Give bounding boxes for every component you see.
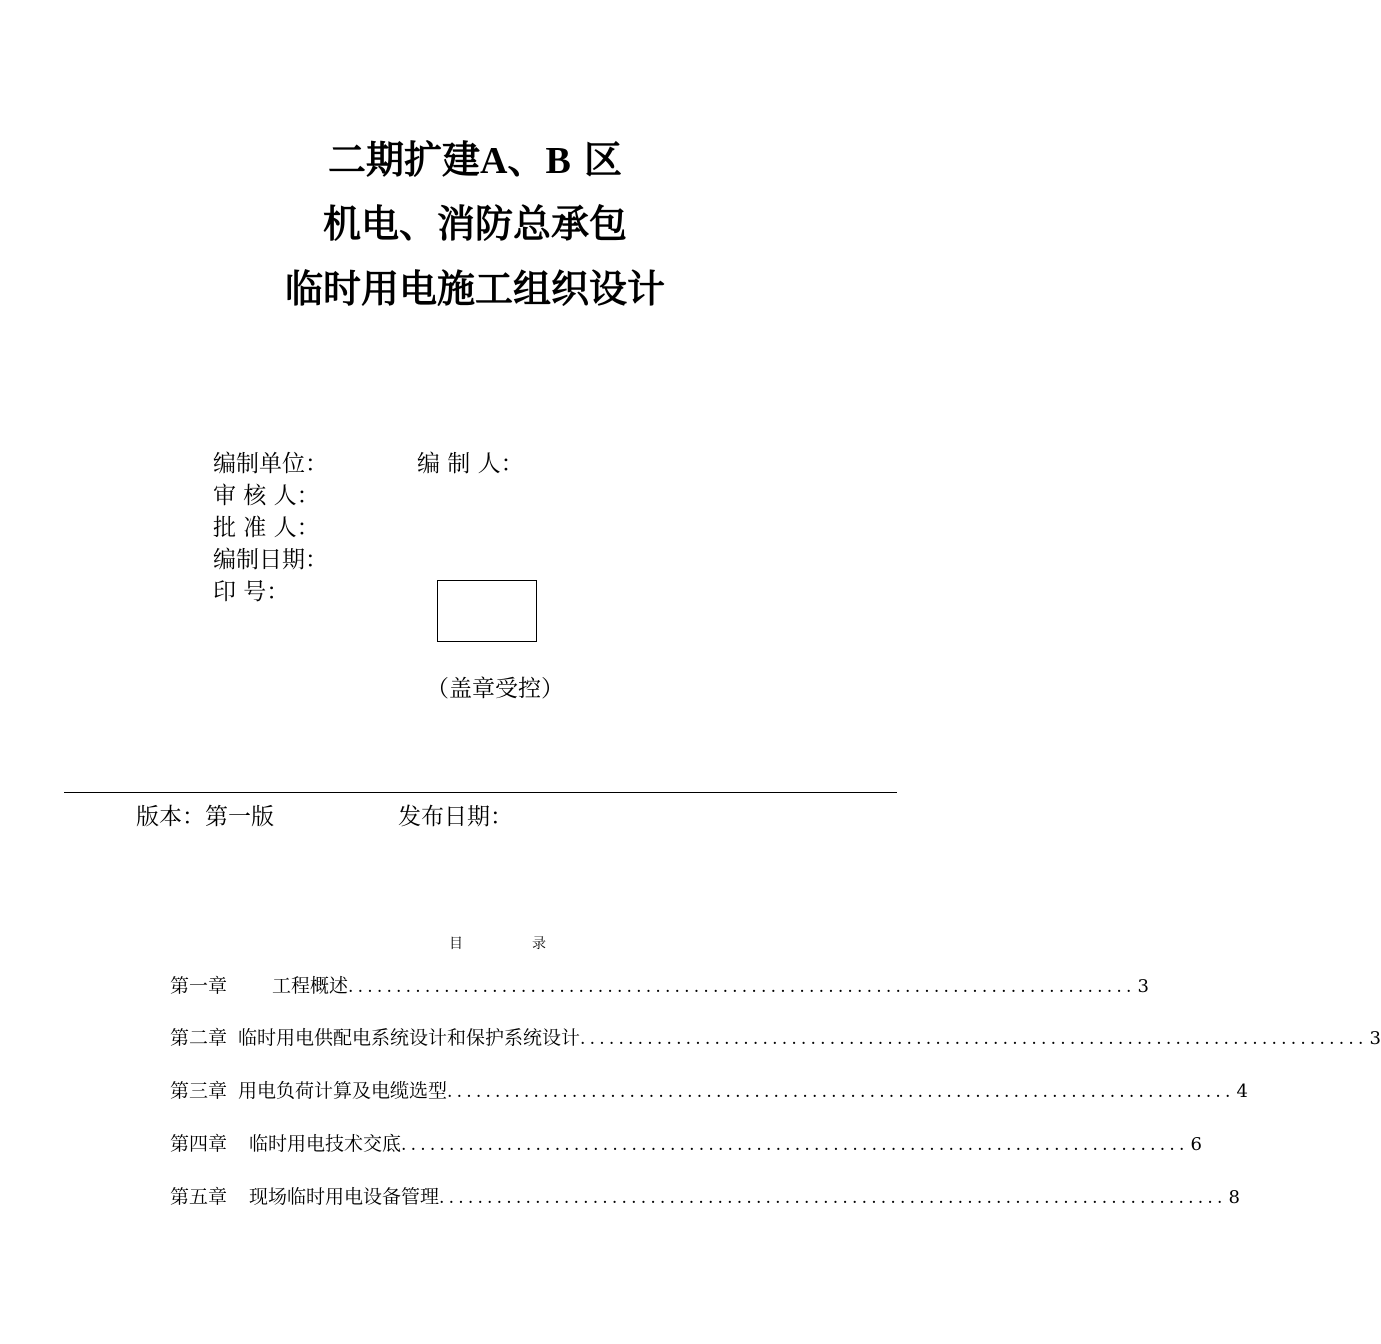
title-part: 二期扩建 [327, 138, 480, 182]
toc-title: 临时用电技术交底 [249, 1133, 402, 1155]
toc-page-number: 3 [1137, 976, 1149, 997]
title-line-2: 机电、消防总承包 [322, 202, 627, 246]
toc-leader: .................................................................................. [401, 1135, 1189, 1155]
title-line-1 [0, 138, 950, 183]
divider-line [64, 792, 897, 793]
toc-item[interactable] [170, 1077, 1248, 1105]
toc-leader: .................................................................................. [447, 1082, 1235, 1102]
stamp-box [437, 580, 537, 642]
toc-title: 临时用电供配电系统设计和保护系统设计 [238, 1027, 581, 1049]
toc-item[interactable] [170, 1183, 1240, 1211]
toc-leader: .................................................................................. [439, 1188, 1227, 1208]
toc-leader: .................................................................................. [348, 977, 1136, 997]
toc-page-number: 8 [1228, 1187, 1240, 1208]
version-label: 版本：第一版 [136, 804, 274, 830]
field-compiling-unit: 编制单位： [213, 451, 328, 477]
title-part: B [545, 140, 571, 182]
field-author: 编 制 人： [417, 451, 524, 477]
field-compile-date: 编制日期： [213, 547, 328, 573]
title-part: A [479, 140, 508, 182]
toc-chapter: 第四章 [170, 1133, 228, 1155]
title-line-3: 临时用电施工组织设计 [284, 267, 665, 311]
field-seal-number: 印 号： [213, 579, 290, 605]
toc-chapter: 第五章 [170, 1186, 228, 1208]
field-reviewer: 审 核 人： [213, 483, 320, 509]
toc-chapter: 第三章 [170, 1080, 228, 1102]
toc-leader: .................................................................................. [580, 1029, 1368, 1049]
toc-item[interactable] [170, 972, 1149, 1000]
toc-title: 用电负荷计算及电缆选型 [238, 1080, 448, 1102]
toc-title: 工程概述 [272, 975, 349, 997]
toc-item[interactable] [170, 1130, 1202, 1158]
toc-item[interactable] [170, 1024, 1381, 1052]
toc-chapter: 第一章 [170, 975, 228, 997]
stamp-caption: （盖章受控） [426, 676, 564, 702]
field-approver: 批 准 人： [213, 515, 320, 541]
toc-heading-part: 录 [532, 936, 546, 952]
toc-page-number: 6 [1190, 1134, 1202, 1155]
toc-title: 现场临时用电设备管理 [249, 1186, 440, 1208]
release-date-label: 发布日期： [398, 804, 513, 830]
toc-page-number: 4 [1236, 1081, 1248, 1102]
toc-page-number: 3 [1369, 1028, 1381, 1049]
title-part: 、 [507, 138, 546, 182]
toc-chapter: 第二章 [170, 1027, 228, 1049]
toc-heading-part: 目 [449, 936, 463, 952]
title-part: 区 [570, 138, 623, 182]
